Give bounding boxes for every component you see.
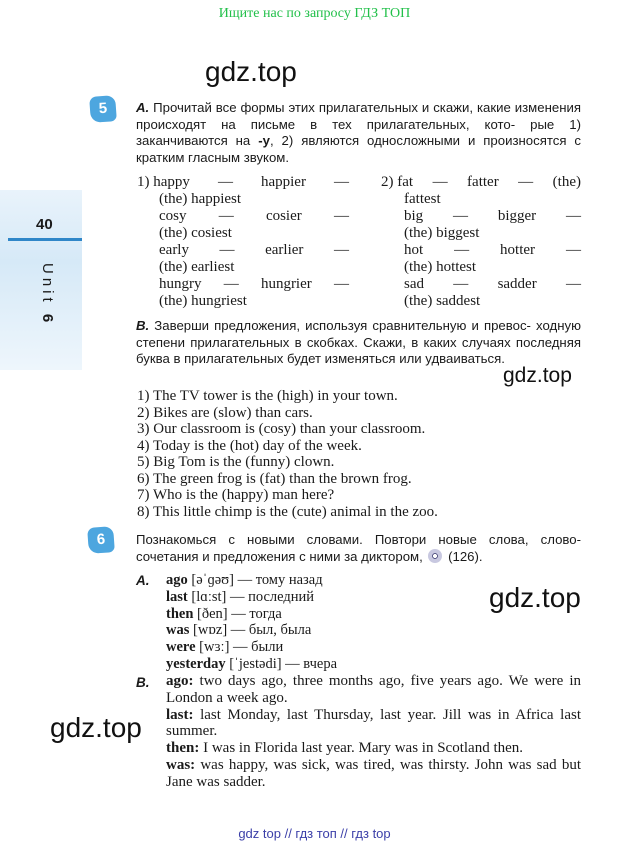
vocab-item: last [lɑːst] — последний (166, 588, 315, 605)
adjective-row: hungry — hungrier — (159, 276, 349, 292)
unit-label (34, 263, 56, 326)
part-a-marker: A. (136, 573, 150, 588)
sentence-item: 2) Bikes are (slow) than cars. (137, 404, 313, 421)
exercise-5a-instruction (136, 100, 581, 166)
example-item: was: was happy, was sick, was tired, was thirsty. John was sad but Jane was sadder. (166, 756, 581, 790)
exercise-5-badge: 5 (89, 95, 117, 123)
sentence-item: 5) Big Tom is the (funny) clown. (137, 454, 335, 470)
vocab-item: then [ðen] — тогда (166, 605, 282, 622)
page-number: 40 (36, 216, 53, 233)
audio-cd-icon (428, 549, 442, 563)
adjective-row: (the) saddest (404, 293, 481, 309)
watermark: gdz.top (205, 56, 297, 87)
unit-number: 6 (39, 313, 56, 327)
part-a-marker: A. (136, 100, 150, 115)
unit-word: Unit (39, 263, 56, 306)
sentence-item: 4) Today is the (hot) day of the week. (137, 437, 362, 454)
adjective-row: hot — hotter — (404, 242, 581, 258)
adjective-row: (the) happiest (159, 191, 242, 207)
exercise-6-badge: 6 (87, 526, 115, 554)
adjective-row: (the) hungriest (159, 293, 247, 309)
adjective-row: 1) happy — happier — (137, 174, 349, 190)
top-banner[interactable]: Ищите нас по запросу ГДЗ ТОП (218, 6, 411, 21)
suffix-y: -y (258, 133, 270, 148)
example-item: then: I was in Florida last year. Mary was in Scotland then. (166, 740, 524, 757)
exercise-6-instruction (136, 532, 581, 565)
part-b-marker: B. (136, 675, 150, 690)
example-list (166, 673, 581, 791)
sentence-item: 8) This little chimp is the (cute) animal in the zoo. (137, 503, 438, 520)
adjective-row: big — bigger — (404, 208, 581, 224)
adjective-row: cosy — cosier — (159, 208, 349, 224)
sentence-list (137, 388, 438, 520)
example-item: ago: two days ago, three months ago, five years ago. We were in London a week ago. (166, 673, 581, 706)
adjective-row: sad — sadder — (404, 276, 581, 292)
instruction-text: Прочитай все формы этих прилагательных и скажи, какие изменения происходят на письме в тех прилагательных, кото- рые 1) заканчиваются на (136, 100, 581, 148)
vocab-item: ago [əˈɡəʊ] — тому назад (166, 572, 323, 588)
vocab-item: was [wɒz] — был, была (166, 622, 312, 639)
instruction-text: Заверши предложения, используя сравнительную и превос- ходную степени прилагательных в скобках. Скажи, в каких случаях последняя буква в прилагательных будет изменяться или удваиваться. (136, 318, 581, 366)
vocabulary-list (166, 572, 337, 673)
adjective-row: 2) fat — fatter — (the) (381, 174, 581, 190)
adjective-row: early — earlier — (159, 242, 349, 258)
instruction-text: Познакомься с новыми словами. Повтори новые слова, слово- сочетания и предложения с ними за диктором, (136, 532, 581, 564)
vocab-item: were [wɜː] — были (166, 639, 284, 656)
adjective-column-1 (137, 174, 349, 310)
instruction-text: , 2) являются односложными и произносятся с кратким гласным звуком. (136, 133, 581, 165)
sentence-item: 7) Who is the (happy) man here? (137, 487, 335, 503)
sentence-item: 3) Our classroom is (cosy) than your classroom. (137, 421, 426, 437)
adjective-row: fattest (404, 191, 441, 207)
part-b-marker: B. (136, 318, 150, 333)
adjective-column-2 (381, 174, 581, 310)
adjective-row: (the) earliest (159, 259, 235, 275)
footer-links[interactable]: gdz top // гдз топ // гдз top (238, 826, 391, 841)
sentence-item: 1) The TV tower is the (high) in your town. (137, 388, 398, 404)
adjective-row: (the) cosiest (159, 225, 232, 241)
audio-track-number: (126). (448, 548, 483, 564)
watermark: gdz.top (503, 364, 572, 387)
page-number-underline (8, 238, 82, 241)
watermark: gdz.top (489, 582, 581, 613)
vocab-item: yesterday [ˈjestədi] — вчера (166, 655, 338, 672)
adjective-row: (the) biggest (404, 225, 480, 241)
example-item: last: last Monday, last Thursday, last year. Jill was in Africa last summer. (166, 706, 581, 740)
sentence-item: 6) The green frog is (fat) than the brown frog. (137, 470, 412, 487)
exercise-5b-instruction (136, 318, 581, 368)
adjective-row: (the) hottest (404, 259, 477, 275)
watermark: gdz.top (50, 712, 142, 743)
